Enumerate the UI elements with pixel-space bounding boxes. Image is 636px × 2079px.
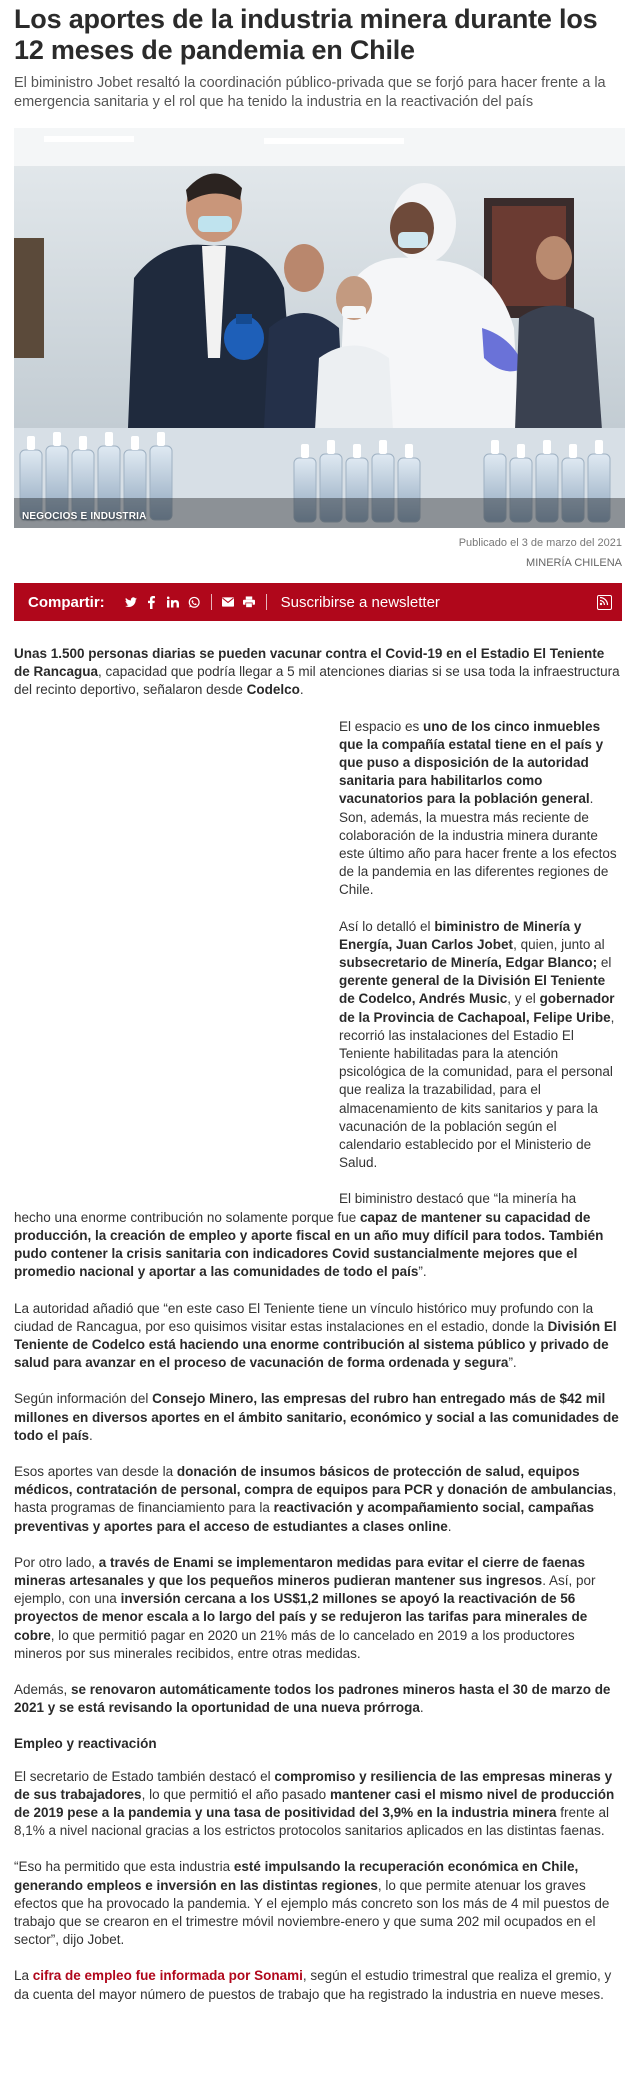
twitter-icon[interactable] (125, 594, 137, 610)
photo-category-label: NEGOCIOS E INDUSTRIA (22, 511, 147, 522)
hero-photo-illustration (14, 128, 625, 528)
article-title: Los aportes de la industria minera durante los 12 meses de pandemia en Chile (14, 4, 598, 65)
paragraph: El biministro destacó que “la minería ha (339, 1191, 577, 1207)
paragraph: Además, se renovaron automáticamente todos los padrones mineros hasta el 30 de marzo de 2021 y se está revisando la oportunidad de una nueva prórroga. (14, 1681, 611, 1716)
facebook-icon[interactable] (146, 594, 158, 610)
share-label: Compartir: (28, 593, 105, 611)
indented-column (339, 718, 622, 1209)
paragraph: La cifra de empleo fue informada por Sonami, según el estudio trimestral que realiza el gremio, y da cuenta del mayor número de puestos de trabajo que ha registrado la industria en nueve meses. (14, 1968, 612, 2002)
article-subtitle: El biministro Jobet resaltó la coordinación público-privada que se forjó para hacer frente a la emergencia sanitaria y el rol que ha tenido la industria en la reactivación del país (14, 75, 606, 110)
share-divider (266, 594, 267, 610)
paragraph: Unas 1.500 personas diarias se pueden vacunar contra el Covid-19 en el Estadio El Teniente de Rancagua, capacidad que podría llegar a 5 mil atenciones diarias si se usa toda la infraestructura del recinto deportivo, señalaron desde Codelco. (14, 646, 620, 698)
newsletter-link[interactable]: Suscribirse a newsletter (280, 593, 440, 611)
article-meta (14, 535, 622, 571)
paragraph: Por otro lado, a través de Enami se implementaron medidas para evitar el cierre de faenas mineras artesanales y que los pequeños mineros pudieran mantener sus ingresos. Así, por ejemplo, con una inversión cercana a los US$1,2 millones se apoyó la reactivación de 56 proyectos de menor escala a lo largo del país y se redujeron las tarifas para minerales de cobre, lo que permitió pagar en 2020 un 21% más de lo cancelado en 2019 a los productores mineros por sus minerales recibidos, entre otras medidas. (14, 1554, 596, 1661)
paragraph: hecho una enorme contribución no solamente porque fue capaz de mantener su capacidad de producción, la creación de empleo y aporte fiscal en un año muy difícil para todos. También pudo contener la crisis sanitaria con indicadores Covid sustancialmente mejores que el promedio nacional y aportar a las comunidades de todo el país”. (14, 1209, 604, 1280)
paragraph: El secretario de Estado también destacó el compromiso y resiliencia de las empresas mineras y de sus trabajadores, lo que permitió el año pasado mantener casi el mismo nivel de producción de 2019 pese a la pandemia y una tasa de positividad del 3,9% en la industria minera frente al 8,1% a nivel nacional gracias a los estrictos protocolos sanitarios aplicados en las distintas faenas. (14, 1768, 615, 1839)
sonami-link[interactable]: cifra de empleo fue informada por Sonami (32, 1968, 303, 1984)
paragraph: Esos aportes van desde la donación de insumos básicos de protección de salud, equipos médicos, contratación de personal, compra de equipos para PCR y donación de ambulancias, hasta programas de financiamiento para la reactivación y acompañamiento social, campañas preventivas y aportes para el acceso de estudiantes a clases online. (14, 1463, 617, 1534)
section-heading: Empleo y reactivación (14, 1736, 157, 1752)
rss-icon[interactable] (597, 595, 612, 610)
article-body (14, 645, 622, 2004)
article (0, 4, 636, 2004)
linkedin-icon[interactable] (167, 594, 179, 610)
article-source: MINERÍA CHILENA (526, 557, 622, 569)
share-divider (211, 594, 212, 610)
email-icon[interactable] (222, 594, 234, 610)
published-date: Publicado el 3 de marzo del 2021 (458, 537, 622, 549)
paragraph: El espacio es uno de los cinco inmuebles que la compañía estatal tiene en el país y que puso a disposición de la autoridad sanitaria para habilitarlos como vacunatorios para la población general. Son, además, la muestra más reciente de colaboración de la industria minera durante este último año para hacer frente a los efectos de la pandemia en las diferentes regiones de Chile. (339, 718, 617, 898)
paragraph: “Eso ha permitido que esta industria esté impulsando la recuperación económica en Chile, generando empleos e inversión en las distintas regiones, lo que permite atenuar los graves efectos que ha provocado la pandemia. Y el ejemplo más concreto son los más de 4 mil puestos de trabajo que se crearon en el trimestre móvil noviembre-enero y que suma 202 mil ocupados en el sector”, dijo Jobet. (14, 1859, 610, 1948)
paragraph: La autoridad añadió que “en este caso El Teniente tiene un vínculo histórico muy profundo con la ciudad de Rancagua, por eso quisimos visitar estas instalaciones en el estadio, donde la División El Teniente de Codelco está haciendo una enorme contribución al sistema público y privado de salud para avanzar en el proceso de vacunación de forma ordenada y segura”. (14, 1300, 617, 1371)
paragraph: Según información del Consejo Minero, las empresas del rubro han entregado más de $42 mil millones en diversos aportes en el ámbito sanitario, económico y social a las comunidades de todo el país. (14, 1391, 619, 1443)
print-icon[interactable] (243, 594, 255, 610)
whatsapp-icon[interactable] (188, 594, 200, 610)
paragraph: Así lo detalló el biministro de Minería y Energía, Juan Carlos Jobet, quien, junto al subsecretario de Minería, Edgar Blanco; el gerente general de la División El Teniente de Codelco, Andrés Music, y el gobernador de la Provincia de Cachapoal, Felipe Uribe, recorrió las instalaciones del Estadio El Teniente habilitadas para la atención psicológica de la comunidad, para el personal que realiza la trazabilidad, para el almacenamiento de kits sanitarios y para la vacunación de la población según el calendario establecido por el Ministerio de Salud. (339, 918, 615, 1171)
share-bar (14, 583, 622, 621)
hero-photo (14, 128, 625, 528)
